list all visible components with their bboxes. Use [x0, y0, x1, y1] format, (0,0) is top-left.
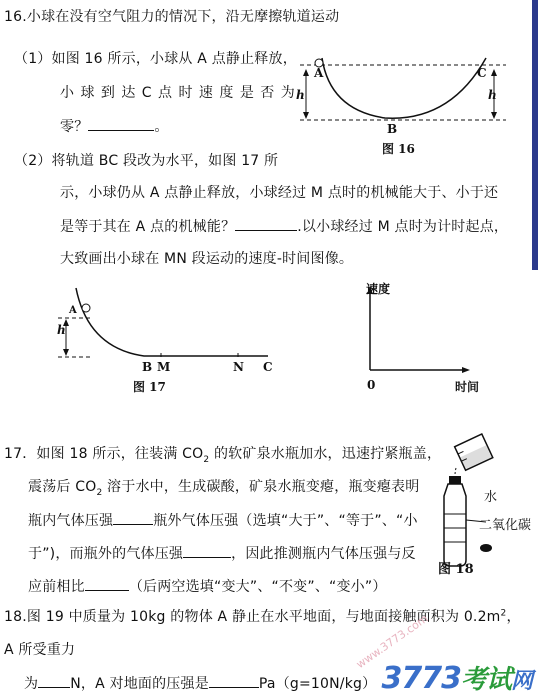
q16-part1-line3: 零？ 。: [60, 116, 169, 136]
answer-blank-18-2[interactable]: [209, 673, 259, 688]
fig17-label-n: N: [233, 360, 244, 374]
fig17-caption: 图 17: [133, 380, 166, 394]
fig17-label-c: C: [263, 360, 273, 374]
fig18-label-water: 水: [484, 490, 498, 505]
q17-line5: 应前相比 （后两空选填“变大”、“不变”、“变小”）: [28, 576, 387, 596]
velocity-time-graph: [360, 286, 470, 378]
fig16-label-a: A: [314, 66, 324, 80]
fig16-label-c: C: [477, 66, 487, 80]
curved-track: [322, 58, 486, 118]
answer-blank-17-2[interactable]: [183, 543, 231, 558]
q16-part2-line2: 示，小球仍从 A 点静止释放，小球经过 M 点时的机械能大于、小于还: [60, 185, 499, 201]
fig17-label-m: M: [157, 360, 171, 374]
fig18-caption: 图 18: [438, 562, 474, 577]
fig17-label-h: h: [57, 323, 66, 337]
answer-blank-16-1[interactable]: [88, 116, 154, 131]
q18-line1: 18.图 19 中质量为 10kg 的物体 A 静止在水平地面，与地面接触面积为 $0.2m^2$，: [4, 608, 521, 625]
q17-line3: 瓶内气体压强 瓶外气体压强（选填“大于”、“等于”、“小: [28, 510, 418, 530]
fig17-label-b: B: [142, 360, 153, 374]
figure-18: [436, 432, 526, 572]
q18-line3: 为 N，A 对地面的压强是 Pa（g=10N/kg）: [24, 673, 376, 693]
fig18-label-co2: 二氧化碳: [479, 518, 532, 533]
fig16-label-b: B: [387, 122, 398, 136]
q16-part2-line3: 是等于其在 A 点的机械能？ .以小球经过 M 点时为计时起点，: [60, 216, 508, 236]
watermark-stamp: www.3773.com: [353, 611, 431, 672]
graph-origin: 0: [367, 378, 376, 392]
track: [76, 288, 268, 356]
q17-line1: 17．如图 18 所示，往装满 $CO_2$ 的软矿泉水瓶加水，迅速拧紧瓶盖，: [4, 446, 442, 465]
q16-part2-line4: 大致画出小球在 MN 段运动的速度-时间图像。: [60, 251, 354, 267]
fig16-caption: 图 16: [382, 142, 415, 156]
fig16-label-h-right: h: [488, 88, 497, 102]
graph-xlabel: 时间: [455, 380, 480, 394]
answer-blank-18-1[interactable]: [38, 673, 70, 688]
q16-part1-line2: 小 球 到 达 C 点 时 速 度 是 否 为: [60, 85, 296, 101]
ball: [82, 304, 90, 312]
fig17-label-a: A: [69, 305, 77, 316]
q17-line4: 于”)，而瓶外的气体压强 ，因此推测瓶内气体压强与反: [28, 543, 416, 563]
answer-blank-16-2[interactable]: [235, 216, 297, 231]
answer-blank-17-3[interactable]: [85, 576, 129, 591]
q16-part1-line1: （1）如图 16 所示，小球从 A 点静止释放，: [14, 51, 297, 67]
q16-part2-line1: （2）将轨道 BC 段改为水平，如图 17 所: [14, 153, 279, 169]
q17-line2: 震荡后 $CO_2$ 溶于水中，生成碳酸，矿泉水瓶变瘪，瓶变瘪表明: [28, 479, 420, 498]
graph-ylabel: 速度: [366, 282, 391, 296]
fig16-label-h-left: h: [296, 88, 305, 102]
right-edge-bar: [532, 0, 538, 270]
q18-line2: A 所受重力: [4, 642, 76, 658]
answer-blank-17-1[interactable]: [113, 510, 153, 525]
site-logo: 3773考试网: [381, 661, 532, 696]
q16-title: 16.小球在没有空气阻力的情况下，沿无摩擦轨道运动: [4, 9, 340, 25]
